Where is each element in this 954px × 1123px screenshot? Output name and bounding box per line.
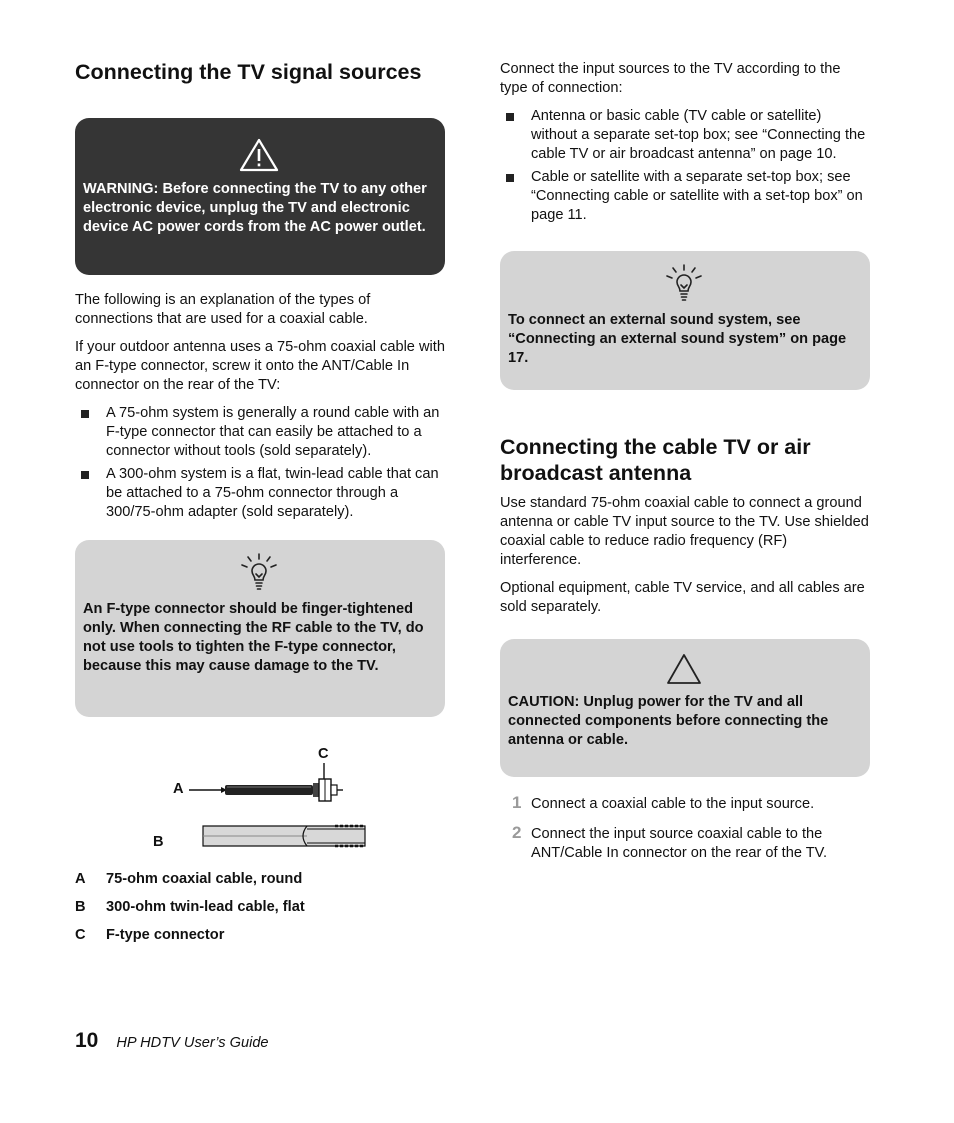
legend-text: 75-ohm coaxial cable, round <box>106 870 303 887</box>
page-heading: Connecting the TV signal sources <box>75 60 422 84</box>
legend-key: C <box>75 926 86 943</box>
connection-type-list <box>500 107 870 225</box>
legend-key: A <box>75 870 86 887</box>
page-footer <box>75 1031 269 1053</box>
intro-paragraphs <box>75 291 445 395</box>
list-item: Cable or satellite with a separate set-top box; see “Connecting cable or satellite with a set-top box” on page 11. <box>500 168 870 225</box>
page-number: 10 <box>75 1029 99 1052</box>
diagram-label-b: B <box>153 834 164 850</box>
legend-row <box>75 921 445 949</box>
cable-type-list <box>75 404 445 522</box>
caution-text: CAUTION: Unplug power for the TV and all connected components before connecting the antenna or cable. <box>508 694 829 748</box>
list-item: Antenna or basic cable (TV cable or satellite) without a separate set-top box; see “Connecting the cable TV or air broadcast antenna” on page 10. <box>500 107 870 164</box>
left-column <box>75 58 445 949</box>
caution-box <box>500 639 870 777</box>
diagram-label-a: A <box>173 781 184 797</box>
legend-text: 300-ohm twin-lead cable, flat <box>106 898 305 915</box>
warning-box <box>75 118 445 275</box>
legend-key: B <box>75 898 86 915</box>
guide-title: HP HDTV User’s Guide <box>116 1035 269 1051</box>
warning-triangle-icon <box>239 138 279 172</box>
step-item <box>500 825 870 863</box>
legend-row <box>75 893 445 921</box>
right-column <box>500 60 870 874</box>
paragraph: If your outdoor antenna uses a 75-ohm coaxial cable with an F-type connector, screw it onto the ANT/Cable In connector on the rear of the TV: <box>75 339 445 393</box>
cable-diagram <box>75 741 445 861</box>
step-text: Connect the input source coaxial cable to the ANT/Cable In connector on the rear of the TV. <box>531 826 828 861</box>
section-heading: Connecting the cable TV or air broadcast antenna <box>500 435 811 485</box>
tip-box <box>75 540 445 717</box>
paragraph: Optional equipment, cable TV service, and all cables are sold separately. <box>500 580 865 615</box>
caution-triangle-icon <box>666 653 702 685</box>
paragraph: Use standard 75-ohm coaxial cable to connect a ground antenna or cable TV input source to the TV. Use shielded coaxial cable to reduce radio frequency (RF) interference. <box>500 495 869 568</box>
list-item: A 300-ohm system is a flat, twin-lead cable that can be attached to a 75-ohm connector through a 300/75-ohm adapter (sold separately). <box>75 465 445 522</box>
list-item: A 75-ohm system is generally a round cable with an F-type connector that can easily be attached to a connector without tools (sold separately). <box>75 404 445 461</box>
tip-text: To connect an external sound system, see “Connecting an external sound system” on page 17. <box>508 312 847 366</box>
diagram-label-c: C <box>318 746 329 762</box>
lightbulb-icon <box>239 552 279 592</box>
step-text: Connect a coaxial cable to the input source. <box>531 796 815 812</box>
diagram-legend <box>75 865 445 949</box>
legend-text: F-type connector <box>106 926 225 943</box>
steps-list <box>500 795 870 863</box>
paragraph: The following is an explanation of the types of connections that are used for a coaxial cable. <box>75 292 371 327</box>
lightbulb-icon <box>664 263 704 303</box>
warning-text: WARNING: Before connecting the TV to any other electronic device, unplug the TV and electronic device AC power cords from the AC power outlet. <box>83 181 427 235</box>
step-number: 2 <box>512 823 522 842</box>
tip-text: An F-type connector should be finger-tightened only. When connecting the RF cable to the TV, do not use tools to tighten the F-type connector, because this may cause damage to the TV. <box>83 601 424 674</box>
step-item <box>500 795 870 814</box>
cable-illustration <box>75 741 445 861</box>
intro-text: Connect the input sources to the TV according to the type of connection: <box>500 61 841 96</box>
legend-row <box>75 865 445 893</box>
step-number: 1 <box>512 793 522 812</box>
sound-tip-box <box>500 251 870 390</box>
